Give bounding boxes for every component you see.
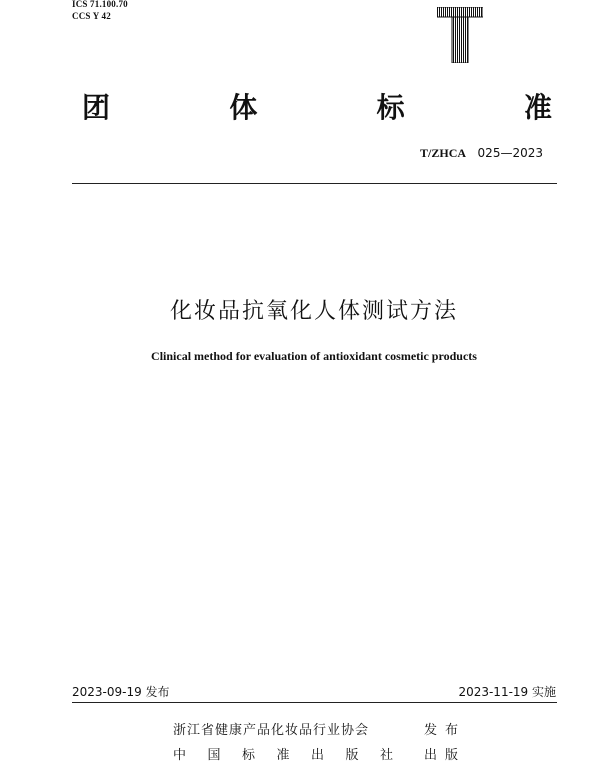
standard-code <box>420 146 543 161</box>
t-standard-logo-icon <box>437 7 483 63</box>
standard-type-char: 团 <box>82 91 111 124</box>
publisher-press-action: 出版 <box>424 748 458 763</box>
classification-codes <box>72 0 128 22</box>
ccs-code: CCS Y 42 <box>72 11 111 21</box>
publisher-press <box>173 744 393 763</box>
bottom-divider <box>72 702 557 703</box>
publisher-association: 浙江省健康产品化妆品行业协会 <box>173 723 370 738</box>
document-title-cn: 化妆品抗氧化人体测试方法 <box>169 299 458 324</box>
standard-code-number: 025—2023 <box>477 146 543 160</box>
top-divider <box>72 183 557 184</box>
standard-type-char: 准 <box>523 91 552 124</box>
standard-type-char: 标 <box>376 91 405 124</box>
standard-code-prefix: T/ZHCA <box>420 146 467 160</box>
document-title-en: Clinical method for evaluation of antioxidant cosmetic products <box>151 349 477 363</box>
publisher-association-action: 发 布 <box>424 723 458 738</box>
ics-code: ICS 71.100.70 <box>72 0 128 9</box>
standard-type-heading <box>82 88 552 128</box>
standard-type-char: 体 <box>229 91 258 124</box>
effective-date: 2023-11-19 实施 <box>458 685 556 699</box>
publisher-press-name: 中 国 标 准 出 版 社 <box>173 748 393 763</box>
publish-date: 2023-09-19 发布 <box>72 685 170 699</box>
